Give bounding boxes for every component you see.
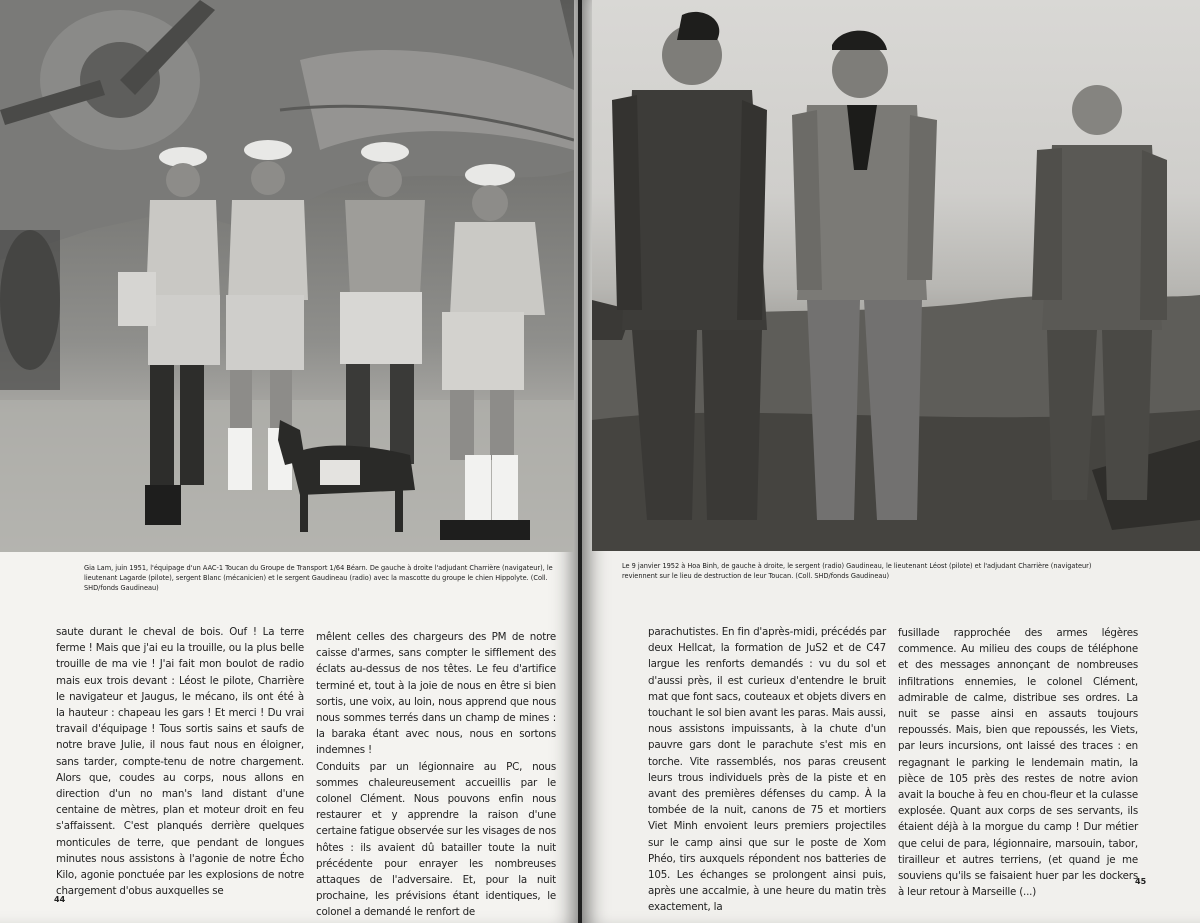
photo-aircrew-gia-lam (0, 0, 574, 552)
page-number: 45 (1135, 877, 1147, 886)
photo-aircrew-gia-lam-drawing (0, 0, 574, 552)
text-column-left-1 (56, 624, 304, 899)
photo-crew-hoa-binh (592, 0, 1200, 551)
paragraph: Conduits par un légionnaire au PC, nous sommes chaleureusement accueillis par le colonel Clément. Nous pouvons enfin nous restaurer et y apprendre la raison d'une certaine fatigue observée sur les visages de nos hôtes : ils avaient dû batailler toute la nuit précédente pour enrayer les nombreuses attaques de l'adversaire. Et, pour la nuit prochaine, les prévisions étant identiques, le colonel a demandé le renfort de (316, 760, 556, 919)
paragraph: parachutistes. En fin d'après-midi, précédés par deux Hellcat, la formation de JuS2 et de C47 largue les renforts demandés : vu du sol et d'aussi près, il est curieux d'entendre le bruit mat que font sacs, couteaux et objets divers en touchant le sol bien avant les paras. Mais aussi, nous assistons impuissants, à la chute d'un pauvre gars dont le parachute s'est mis en torche. Vite rassemblés, nos paras creusent leurs trous individuels près de la piste et en avant des premières défenses du camp. À la tombée de la nuit, canons de 75 et mortiers Viet Minh envoient leurs premiers projectiles sur le camp ainsi que sur le poste de Xom Phéo, tirs auxquels répondent nos batteries de 105. Les échanges se prolongent ainsi puis, après une accalmie, à une heure du matin très exactement, la (648, 626, 886, 914)
text-column-left-2 (316, 629, 556, 921)
paragraph: saute durant le cheval de bois. Ouf ! La terre ferme ! Mais que j'ai eu la trouille, ou la plus belle trouille de ma vie ! J'ai fait mon boulot de radio mais eux trois devant : Léost le pilote, Charrière le navigateur et Jaugus, le mécano, ils ont été à la hauteur : chapeau les gars ! Et merci ! Du vrai travail d'équipage ! Tous sortis sains et saufs de notre brave Julie, il nous faut nous en éloigner, sans tarder, compte-tenu de notre chargement. Alors que, coudes au corps, nous allons en direction d'un no man's land distant d'une centaine de mètres, plan et moteur droit en feu s'affaissent. C'est planqués derrière quelques monticules de terre, que pendant de longues minutes nous assistons à l'agonie de notre Écho Kilo, agonie ponctuée par les explosions de notre chargement d'obus auxquelles se (56, 626, 304, 898)
paragraph: fusillade rapprochée des armes légères commence. Au milieu des coups de téléphone et des messages annonçant de nombreuses infiltrations ennemies, le colonel Clément, admirable de calme, distribue ses ordres. La nuit se passe ainsi en assauts toujours repoussés. Mais, bien que repoussés, les Viets, par leurs incursions, ont laissé des traces : en regagnant le parking le lendemain matin, la pièce de 105 près des restes de notre avion avait la bouche à feu en chou-fleur et la culasse explosée. Quant aux corps de ses servants, ils étaient déjà à la morgue du camp ! Dur métier que celui de para, légionnaire, marsouin, tabor, tirailleur et autres terriens, (et quand je me souviens qu'ils se faisaient huer par les dockers à leur retour à Marseille (...) (898, 627, 1138, 899)
photo-caption: Le 9 janvier 1952 à Hoa Binh, de gauche à droite, le sergent (radio) Gaudineau, le lieutenant Léost (pilote) et l'adjudant Charrière (navigateur) reviennent sur le lieu de destruction de leur Toucan. (Coll. SHD/fonds Gaudineau) (622, 561, 1092, 580)
text-column-right-1 (648, 624, 886, 916)
text-column-right-2 (898, 625, 1138, 900)
left-page (0, 0, 578, 923)
right-page (582, 0, 1200, 923)
page-number: 44 (54, 895, 66, 904)
paragraph: mêlent celles des chargeurs des PM de notre caisse d'armes, sans compter le sifflement des éclats au-dessus de nos têtes. Le feu d'artifice terminé et, tout à la joie de nous en être si bien sortis, une voix, au loin, nous apprend que nous nous sommes terrés dans un champ de mines : la baraka étant avec nous, nous en sortons indemnes ! (316, 631, 556, 757)
photo-crew-hoa-binh-drawing (592, 0, 1200, 551)
photo-caption: Gia Lam, juin 1951, l'équipage d'un AAC-1 Toucan du Groupe de Transport 1/64 Béarn. De gauche à droite l'adjudant Charrière (navigateur), le lieutenant Lagarde (pilote), sergent Blanc (mécanicien) et le sergent Gaudineau (radio) avec la mascotte du groupe le chien Hippolyte. (Coll. SHD/fonds Gaudineau) (84, 563, 553, 592)
